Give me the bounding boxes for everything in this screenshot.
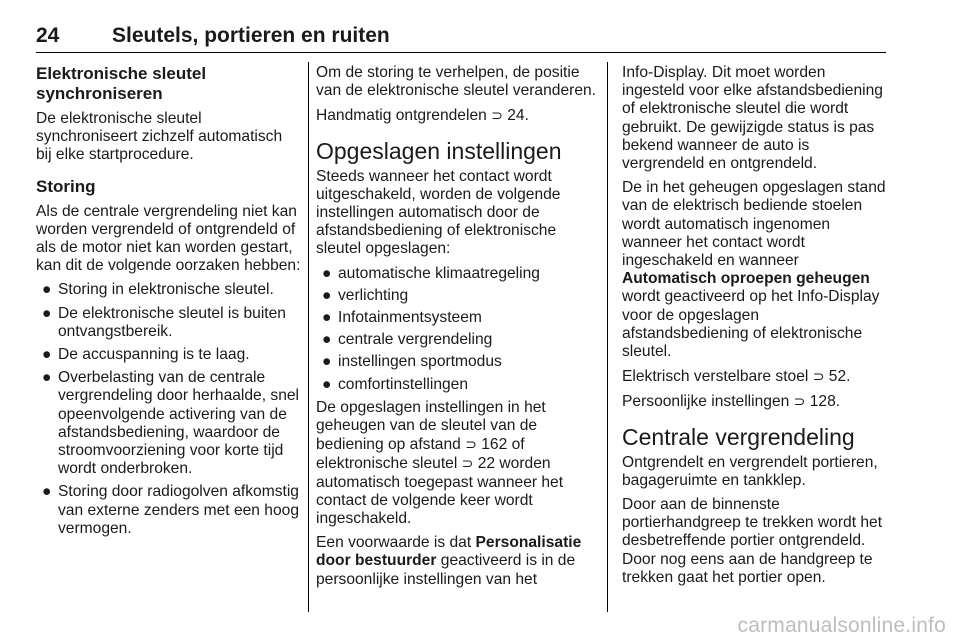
bullet-icon: ● (322, 331, 332, 349)
central-locking-p2: Door aan de binnenste portierhandgreep te trekken wordt het desbetreffende portier ontgrendeld. Door nog eens aan de handgreep te trekken gaat het portier open. (622, 496, 883, 586)
bullet-icon: ● (42, 304, 52, 322)
page-number: 24 (36, 24, 60, 47)
list-item: ● Storing in elektronische sleutel. (42, 281, 274, 299)
column-3 (622, 64, 886, 593)
cross-reference-icon: ⊃ (461, 455, 474, 472)
bullet-icon: ● (42, 483, 52, 501)
menu-item-name: Automatisch oproepen geheugen (622, 270, 870, 288)
personalisation-paragraph: Een voorwaarde is dat Personalisatie door bestuurder geactiveerd is in de persoonlijke instellingen van het (316, 534, 582, 588)
bullet-icon: ● (42, 369, 52, 387)
column-1 (36, 64, 302, 543)
list-item: ● Storing door radiogolven afkomstig van externe zenders met een hoog vermogen. (42, 483, 299, 537)
cross-reference-icon: ⊃ (465, 436, 477, 453)
seat-ref: Elektrisch verstelbare stoel ⊃ 52. (622, 368, 851, 386)
list-item: ● centrale vergrendeling (322, 331, 493, 349)
list-item: ● De accuspanning is te laag. (42, 346, 250, 364)
saved-settings-heading: Opgeslagen instellingen (316, 137, 562, 164)
list-item: ● comfortinstellingen (322, 375, 469, 393)
page-header (36, 24, 886, 50)
fault-heading: Storing (36, 176, 96, 196)
fault-causes-list (36, 281, 302, 538)
header-divider (36, 52, 886, 53)
bullet-icon: ● (42, 281, 52, 299)
manual-unlock-ref: Handmatig ontgrendelen ⊃ 24. (316, 107, 529, 125)
cross-reference-icon: ⊃ (812, 368, 825, 385)
watermark: carmanualsonline.info (737, 614, 946, 637)
bullet-icon: ● (322, 309, 332, 327)
list-item: ● De elektronische sleutel is buiten ontvangstbereik. (42, 304, 286, 340)
list-item: ● Overbelasting van de centrale vergrendeling door herhaalde, snel opeenvolgende activering van de afstandsbediening, waardoor de stroomvoorziening voor korte tijd wordt onderbroken. (42, 369, 300, 478)
page-ref-link[interactable]: 128. (809, 393, 841, 411)
personal-settings-ref: Persoonlijke instellingen ⊃ 128. (622, 393, 841, 411)
central-locking-heading: Centrale vergrendeling (622, 423, 855, 450)
list-item: ● instellingen sportmodus (322, 353, 502, 371)
cross-reference-icon: ⊃ (793, 393, 806, 410)
saved-settings-intro: Steeds wanneer het contact wordt uitgeschakeld, worden de volgende instellingen automatisch door de afstandsbediening of elektronische sleutel opgeslagen: (316, 167, 561, 258)
column-2 (316, 64, 596, 595)
page-ref-link[interactable]: 22 (477, 455, 496, 473)
central-locking-p1: Ontgrendelt en vergrendelt portieren, bagageruimte en tankklep. (622, 453, 878, 489)
saved-settings-list (316, 265, 596, 394)
continued-text: Info-Display. Dit moet worden ingesteld voor elke afstandsbediening of elektronische sleutel die wordt gebruikt. De gewijzigde status is pas bekend wanneer de auto is vergrendeld en ontgrendeld. (622, 64, 883, 173)
bullet-icon: ● (322, 375, 332, 393)
seat-memory-paragraph: De in het geheugen opgeslagen stand van de elektrisch bediende stoelen wordt automatisch ingenomen wanneer het contact wordt ingeschakeld en wanneer Automatisch oproepen geheugen wordt geactiveerd op het Info-Display voor de opgeslagen afstandsbediening of elektronische sleutel. (622, 179, 886, 361)
menu-item-name: Personalisatie door bestuurder (316, 534, 582, 570)
column-divider-2 (607, 62, 608, 612)
saved-settings-paragraph: De opgeslagen instellingen in het geheugen van de sleutel van de bediening op afstand ⊃ 162 of elektronische sleutel ⊃ 22 worden automatisch toegepast wanneer het contact de volgende keer wordt ingeschakeld. (316, 398, 564, 528)
list-item: ● automatische klimaatregeling (322, 264, 540, 282)
page-ref-link[interactable]: 162 (481, 436, 508, 454)
page-title: Sleutels, portieren en ruiten (112, 24, 390, 47)
remedy-text: Om de storing te verhelpen, de positie van de elektronische sleutel veranderen. (316, 64, 596, 100)
page-ref-link[interactable]: 24. (507, 107, 529, 125)
page-ref-link[interactable]: 52. (828, 368, 851, 386)
fault-intro: Als de centrale vergrendeling niet kan worden vergrendeld of ontgrendeld of als de motor niet kan worden gestart, kan dit de volgende oorzaken hebben: (36, 202, 301, 275)
bullet-icon: ● (322, 353, 332, 371)
list-item: ● Infotainmentsysteem (322, 309, 482, 327)
bullet-icon: ● (322, 264, 332, 282)
column-divider-1 (308, 62, 309, 612)
sync-text: De elektronische sleutel synchroniseert zichzelf automatisch bij elke startprocedure. (36, 110, 283, 164)
sync-heading: Elektronische sleutel synchroniseren (36, 64, 207, 103)
bullet-icon: ● (42, 346, 52, 364)
bullet-icon: ● (322, 286, 332, 304)
list-item: ● verlichting (322, 286, 409, 304)
cross-reference-icon: ⊃ (491, 107, 503, 124)
